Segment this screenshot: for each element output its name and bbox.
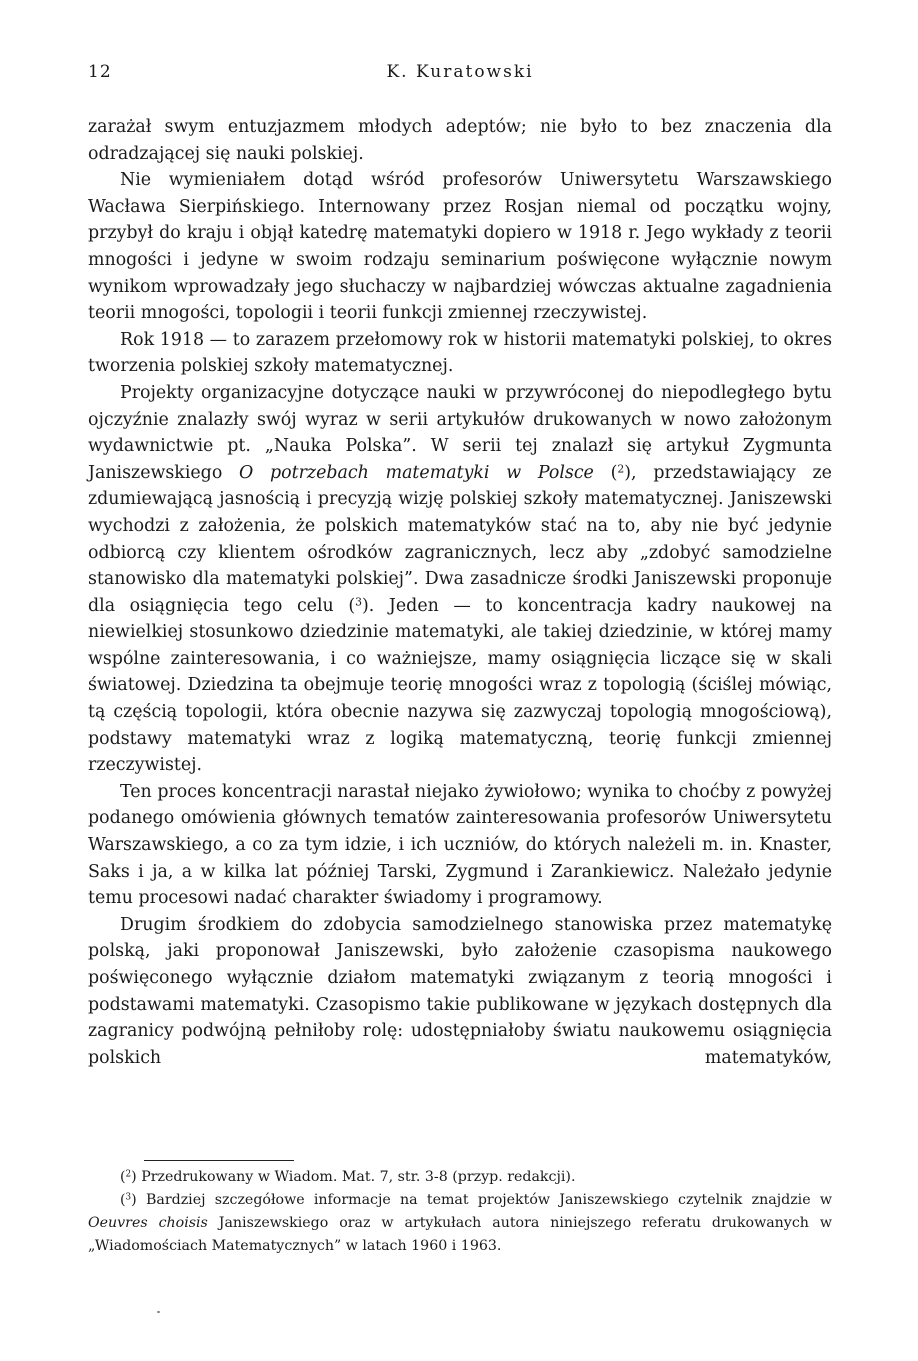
- footnote-text: Przedrukowany w Wiadom. Mat. 7, str. 3-8 (przyp. redakcji).: [136, 1169, 576, 1185]
- article-title: O potrzebach matematyki w Polsce: [239, 462, 594, 483]
- main-text: [88, 114, 832, 1071]
- footnote-3: ($^3$) Bardziej szczegółowe informacje na temat projektów Janiszewskiego czytelnik znajdzie w Oeuvres choisis Janiszewskiego oraz w artykułach autora niniejszego referatu drukowanych w „Wiadomościach Matematycznych” w latach 1960 i 1963.: [88, 1192, 832, 1254]
- paragraph-3: Rok 1918 — to zarazem przełomowy rok w historii matematyki polskiej, to okres tworzenia polskiej szkoły matematycznej.: [88, 329, 832, 377]
- paragraph-4-text-c: ). Jeden — to koncentracja kadry naukowej na niewielkiej stosunkowo dziedzinie matematyki, ale takiej dziedzinie, w której mamy wspólne zainteresowania, i co ważniejsze, mamy osiągnięcia liczące się w skali światowej. Dziedzina ta obejmuje teorię mnogości wraz z topologią (ściślej mówiąc, tą częścią topologii, która obecnie nazywa się zazwyczaj topologią mnogościową), podstawy matematyki wraz z logiką matematyczną, teorię funkcji zmiennej rzeczywistej.: [88, 595, 832, 776]
- paragraph-2: Nie wymieniałem dotąd wśród profesorów Uniwersytetu Warszawskiego Wacława Sierpińskiego. Internowany przez Rosjan niemal od początku wojny, przybył do kraju i objął katedrę matematyki dopiero w 1918 r. Jego wykłady z teorii mnogości i jedyne w swoim rodzaju seminarium poświęcone wyłącznie nowym wynikom wprowadzały jego słuchaczy w najbardziej wówczas aktualne zagadnienia teorii mnogości, topologii i teorii funkcji zmiennej rzeczywistej.: [88, 170, 832, 324]
- running-head-author: K. Kuratowski: [386, 62, 534, 82]
- paragraph-4-text-b: , przedstawiający ze zdumiewającą jasnością i precyzją wizję polskiej szkoły matematycznej. Janiszewski wychodzi z założenia, że polskich matematyków stać na to, aby nie być jedynie odbiorcą czy klientem ośrodków zagranicznych, lecz aby „zdobyć samodzielne stanowisko dla matematyki polskiej”. Dwa zasadnicze środki Janiszewski proponuje dla osiągnięcia tego celu (: [88, 462, 832, 616]
- footnote-ref-3[interactable]: 3: [355, 595, 362, 609]
- footnote-ref-open: (: [593, 462, 618, 483]
- paragraph-4-text-a: Projekty organizacyjne dotyczące nauki w przywróconej do niepodległego bytu ojczyźnie znalazły swój wyraz w serii artykułów drukowanych w nowo założonym wydawnictwie pt. „Nauka Polska”. W serii tej znalazł się artykuł Zygmunta Janiszewskiego: [88, 382, 832, 483]
- cited-work-title: Oeuvres choisis: [88, 1215, 208, 1231]
- footnote-2: ($^2$) Przedrukowany w Wiadom. Mat. 7, str. 3-8 (przyp. redakcji).: [120, 1169, 576, 1185]
- page-number: 12: [88, 62, 112, 82]
- paragraph-6: Drugim środkiem do zdobycia samodzielnego stanowiska przez matematykę polską, jaki proponował Janiszewski, było założenie czasopisma naukowego poświęconego wyłącznie działom matematyki związanym z teorią mnogości i podstawami matematyki. Czasopismo takie publikowane w językach dostępnych dla zagranicy podwójną pełniłoby rolę: udostępniałoby światu naukowemu osiągnięcia polskich matematyków,: [88, 914, 832, 1068]
- paragraph-4: [88, 380, 832, 779]
- footnote-number: 3: [125, 1192, 132, 1203]
- paragraph-5: Ten proces koncentracji narastał niejako żywiołowo; wynika to choćby z powyżej podanego omówienia głównych tematów zainteresowania profesorów Uniwersytetu Warszawskiego, a co za tym idzie, i ich uczniów, do których należeli m. in. Knaster, Saks i ja, a w kilka lat później Tarski, Zygmund i Zarankiewicz. Należało jedynie temu procesowi nadać charakter świadomy i programowy.: [88, 781, 832, 909]
- running-head: [88, 62, 832, 86]
- print-speck: [157, 1311, 160, 1313]
- footnotes: [88, 1166, 832, 1258]
- footnote-text-b: Janiszewskiego oraz w artykułach autora niniejszego referatu drukowanych w „Wiadomościach Matematycznych” w latach 1960 i 1963.: [88, 1215, 832, 1254]
- footnote-divider: [144, 1160, 294, 1161]
- footnote-ref-close: ): [624, 462, 632, 483]
- footnote-ref-2[interactable]: 2: [617, 462, 625, 476]
- paragraph-1: zarażał swym entuzjazmem młodych adeptów; nie było to bez znaczenia dla odradzającej się nauki polskiej.: [88, 117, 832, 164]
- footnote-text-a: Bardziej szczegółowe informacje na temat projektów Janiszewskiego czytelnik znajdzie w: [136, 1192, 832, 1208]
- footnote-number: 2: [125, 1169, 132, 1180]
